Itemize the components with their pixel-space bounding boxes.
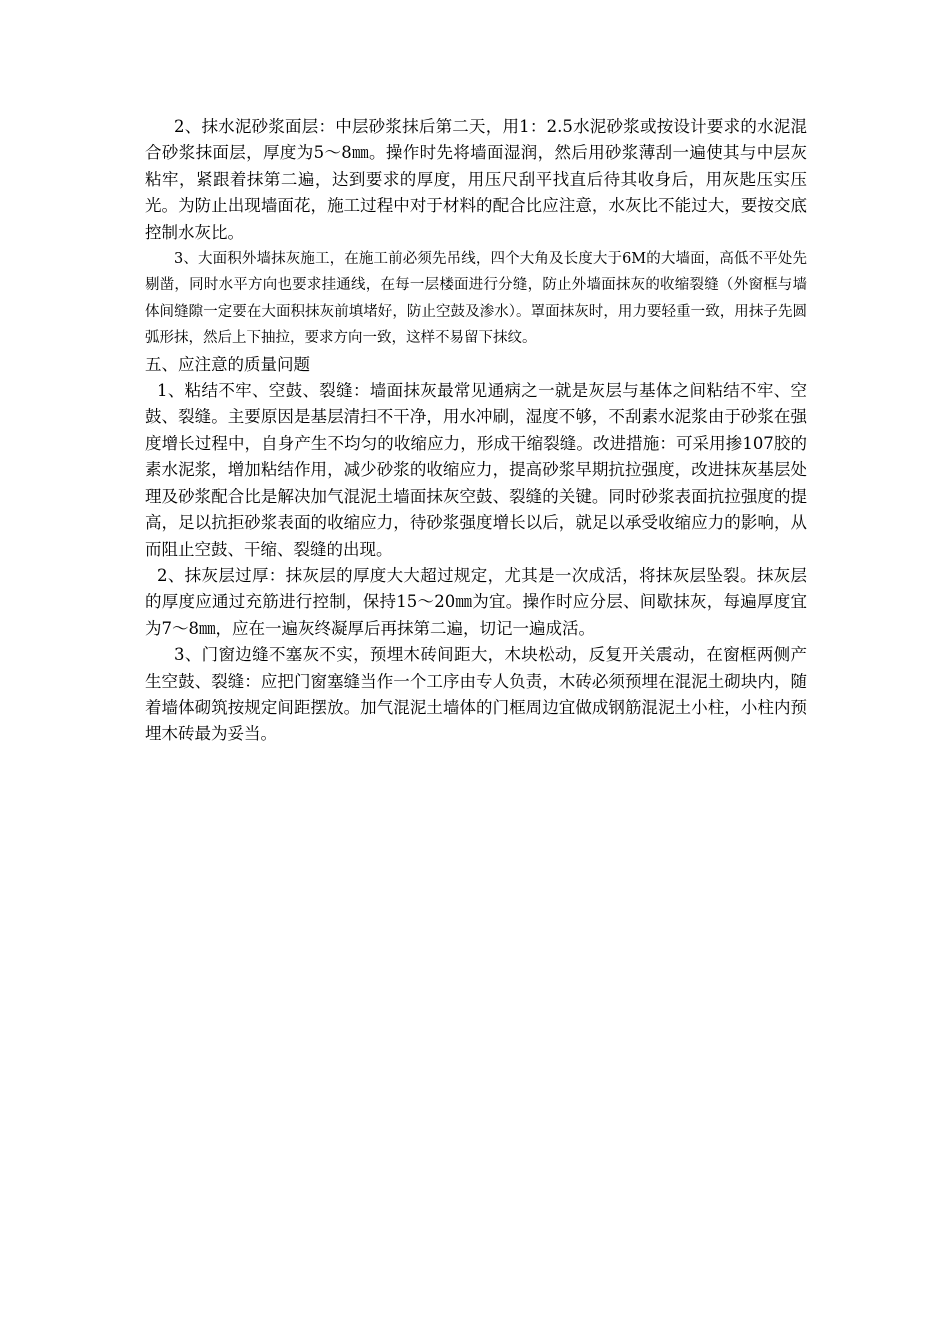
paragraph-window-gaps: 3、门窗边缝不塞灰不实，预埋木砖间距大，木块松动，反复开关震动，在窗框两侧产生空鼓、裂缝：应把门窗塞缝当作一个工序由专人负责，木砖必须预埋在混泥土砌块内，随着墙体砌筑按规定间距摆放。加气混泥土墙体的门框周边宜做成钢筋混泥土小柱，小柱内预埋木砖最为妥当。 xyxy=(145,645,807,744)
section-heading-quality-issues: 五、应注意的质量问题 xyxy=(145,354,310,374)
paragraph-excessive-thickness: 2、抹灰层过厚：抹灰层的厚度大大超过规定，尤其是一次成活，将抹灰层坠裂。抹灰层的厚度应通过充筋进行控制，保持15～20㎜为宜。操作时应分层、间歇抹灰，每遍厚度宜为7～8㎜，应在一遍灰终凝厚后再抹第二遍，切记一遍成活。 xyxy=(145,565,807,638)
document-page xyxy=(145,114,807,748)
paragraph-exterior-wall-plastering: 3、大面积外墙抹灰施工，在施工前必须先吊线，四个大角及长度大于6M的大墙面，高低不平处先剔凿，同时水平方向也要求挂通线，在每一层楼面进行分缝，防止外墙面抹灰的收缩裂缝（外窗框与墙体间缝隙一定要在大面积抹灰前填堵好，防止空鼓及渗水）。罩面抹灰时，用力要轻重一致，用抹子先圆弧形抹，然后上下抽拉，要求方向一致，这样不易留下抹纹。 xyxy=(145,251,807,347)
paragraph-poor-bonding: 1、粘结不牢、空鼓、裂缝：墙面抹灰最常见通病之一就是灰层与基体之间粘结不牢、空鼓、裂缝。主要原因是基层清扫不干净，用水冲刷，湿度不够，不刮素水泥浆由于砂浆在强度增长过程中，自身产生不均匀的收缩应力，形成干缩裂缝。改进措施：可采用掺107胶的素水泥浆，增加粘结作用，减少砂浆的收缩应力，提高砂浆早期抗拉强度，改进抹灰基层处理及砂浆配合比是解决加气混泥土墙面抹灰空鼓、裂缝的关键。同时砂浆表面抗拉强度的提高，足以抗拒砂浆表面的收缩应力，待砂浆强度增长以后，就足以承受收缩应力的影响，从而阻止空鼓、干缩、裂缝的出现。 xyxy=(145,381,807,559)
paragraph-cement-mortar-surface: 2、抹水泥砂浆面层：中层砂浆抹后第二天，用1：2.5水泥砂浆或按设计要求的水泥混合砂浆抹面层，厚度为5～8㎜。操作时先将墙面湿润，然后用砂浆薄刮一遍使其与中层灰粘牢，紧跟着抹第二遍，达到要求的厚度，用压尺刮平找直后待其收身后，用灰匙压实压光。为防止出现墙面花，施工过程中对于材料的配合比应注意，水灰比不能过大，要按交底控制水灰比。 xyxy=(145,117,807,242)
